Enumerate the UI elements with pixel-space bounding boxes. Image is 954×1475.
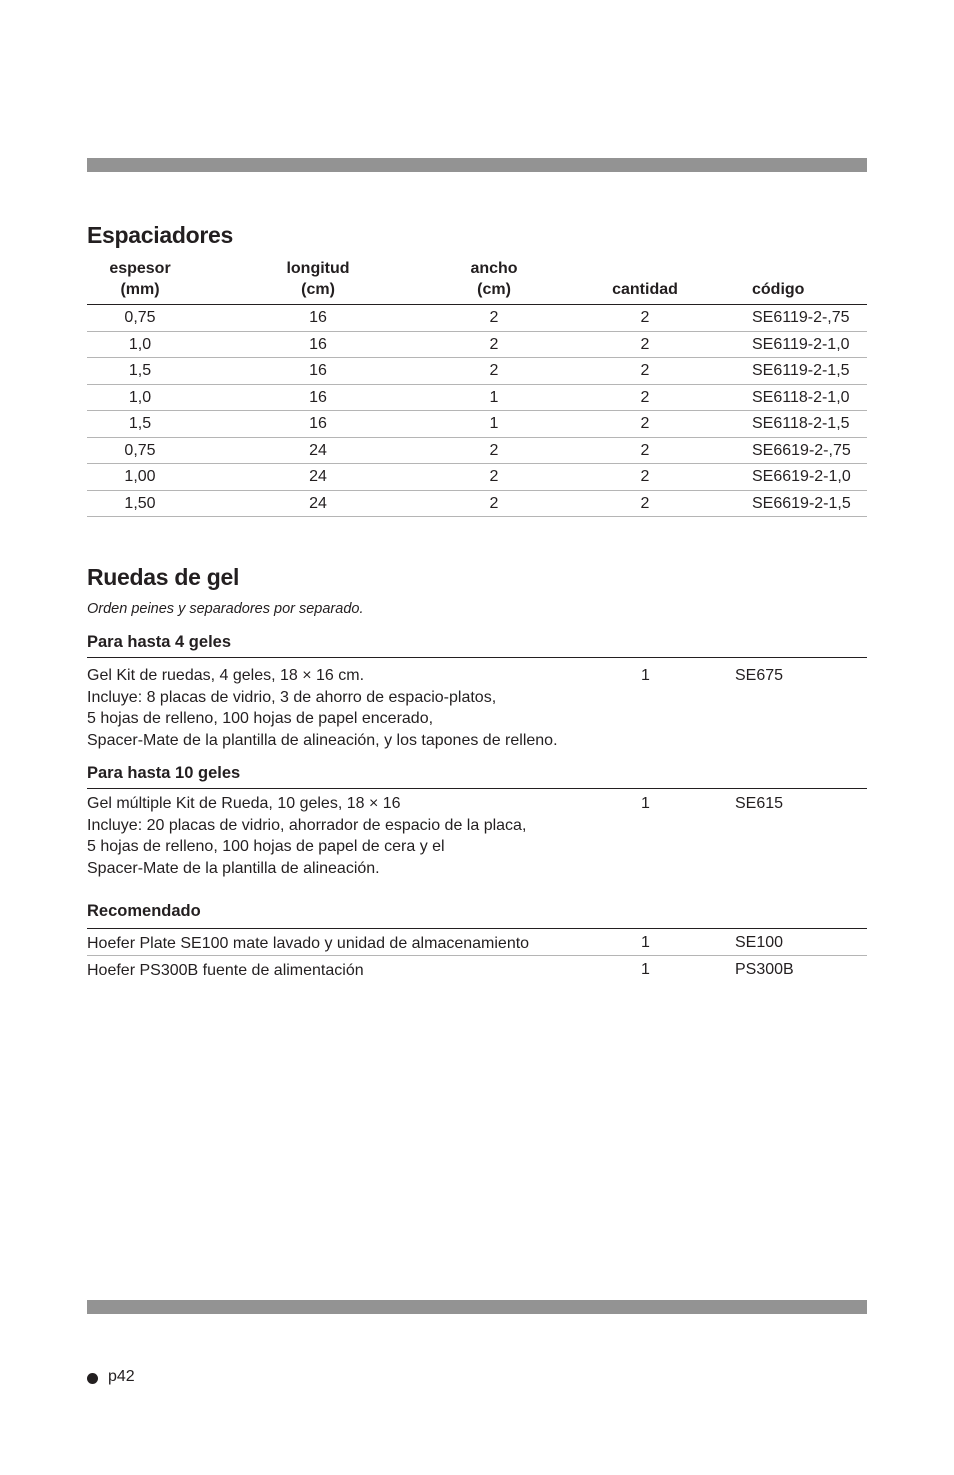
table-row: 1,50 24 2 2 SE6619-2-1,5 xyxy=(87,490,867,517)
header-code: código xyxy=(745,258,867,305)
header-length: longitud (cm) xyxy=(193,258,443,305)
subheading-ten-gels: Para hasta 10 geles xyxy=(87,764,241,782)
recommended-item-code: PS300B xyxy=(735,961,794,978)
footer-bar xyxy=(87,1300,867,1314)
four-gels-description: Gel Kit de ruedas, 4 geles, 18 × 16 cm. Incluye: 8 placas de vidrio, 3 de ahorro de espacio-platos, 5 hojas de relleno, 100 hojas de papel encerado, Spacer-Mate de la plantilla de alineación, y los tapones de relleno. xyxy=(87,667,558,750)
table-row: 1,0 16 1 2 SE6118-2-1,0 xyxy=(87,384,867,411)
ten-gels-quantity: 1 xyxy=(641,795,650,812)
bullet-icon xyxy=(87,1373,98,1384)
subheading-four-gels: Para hasta 4 geles xyxy=(87,633,232,651)
ten-gels-code: SE615 xyxy=(735,795,784,812)
recommended-item-quantity: 1 xyxy=(641,934,650,951)
subheading-recommended: Recomendado xyxy=(87,902,201,920)
recommended-item-desc: Hoefer Plate SE100 mate lavado y unidad de almacenamiento xyxy=(87,935,530,952)
header-bar xyxy=(87,158,867,172)
ten-gels-description: Gel múltiple Kit de Rueda, 10 geles, 18 × 16 Incluye: 20 placas de vidrio, ahorrador de espacio de la placa, 5 hojas de relleno, 100 hojas de papel de cera y el Spacer-Mate de la plantilla de alineación. xyxy=(87,795,527,878)
table-header-row xyxy=(87,258,867,305)
divider xyxy=(87,657,867,658)
recommended-item-desc: Hoefer PS300B fuente de alimentación xyxy=(87,962,364,979)
recommended-item-code: SE100 xyxy=(735,934,784,951)
order-note: Orden peines y separadores por separado. xyxy=(87,601,364,617)
section-title-gel-wheels: Ruedas de gel xyxy=(87,564,240,590)
table-row: 1,5 16 1 2 SE6118-2-1,5 xyxy=(87,411,867,438)
header-width: ancho (cm) xyxy=(443,258,545,305)
table-row: 1,00 24 2 2 SE6619-2-1,0 xyxy=(87,464,867,491)
spacers-table xyxy=(87,258,867,517)
table-row: 0,75 16 2 2 SE6119-2-,75 xyxy=(87,305,867,332)
header-thickness: espesor (mm) xyxy=(87,258,193,305)
section-title-spacers: Espaciadores xyxy=(87,222,233,248)
divider xyxy=(87,928,867,929)
four-gels-code: SE675 xyxy=(735,667,784,684)
divider xyxy=(87,788,867,789)
header-quantity: cantidad xyxy=(545,258,745,305)
table-row: 1,5 16 2 2 SE6119-2-1,5 xyxy=(87,358,867,385)
table-row: 0,75 24 2 2 SE6619-2-,75 xyxy=(87,437,867,464)
divider xyxy=(87,955,867,956)
table-row: 1,0 16 2 2 SE6119-2-1,0 xyxy=(87,331,867,358)
page-number: p42 xyxy=(108,1368,135,1385)
recommended-item-quantity: 1 xyxy=(641,961,650,978)
four-gels-quantity: 1 xyxy=(641,667,650,684)
